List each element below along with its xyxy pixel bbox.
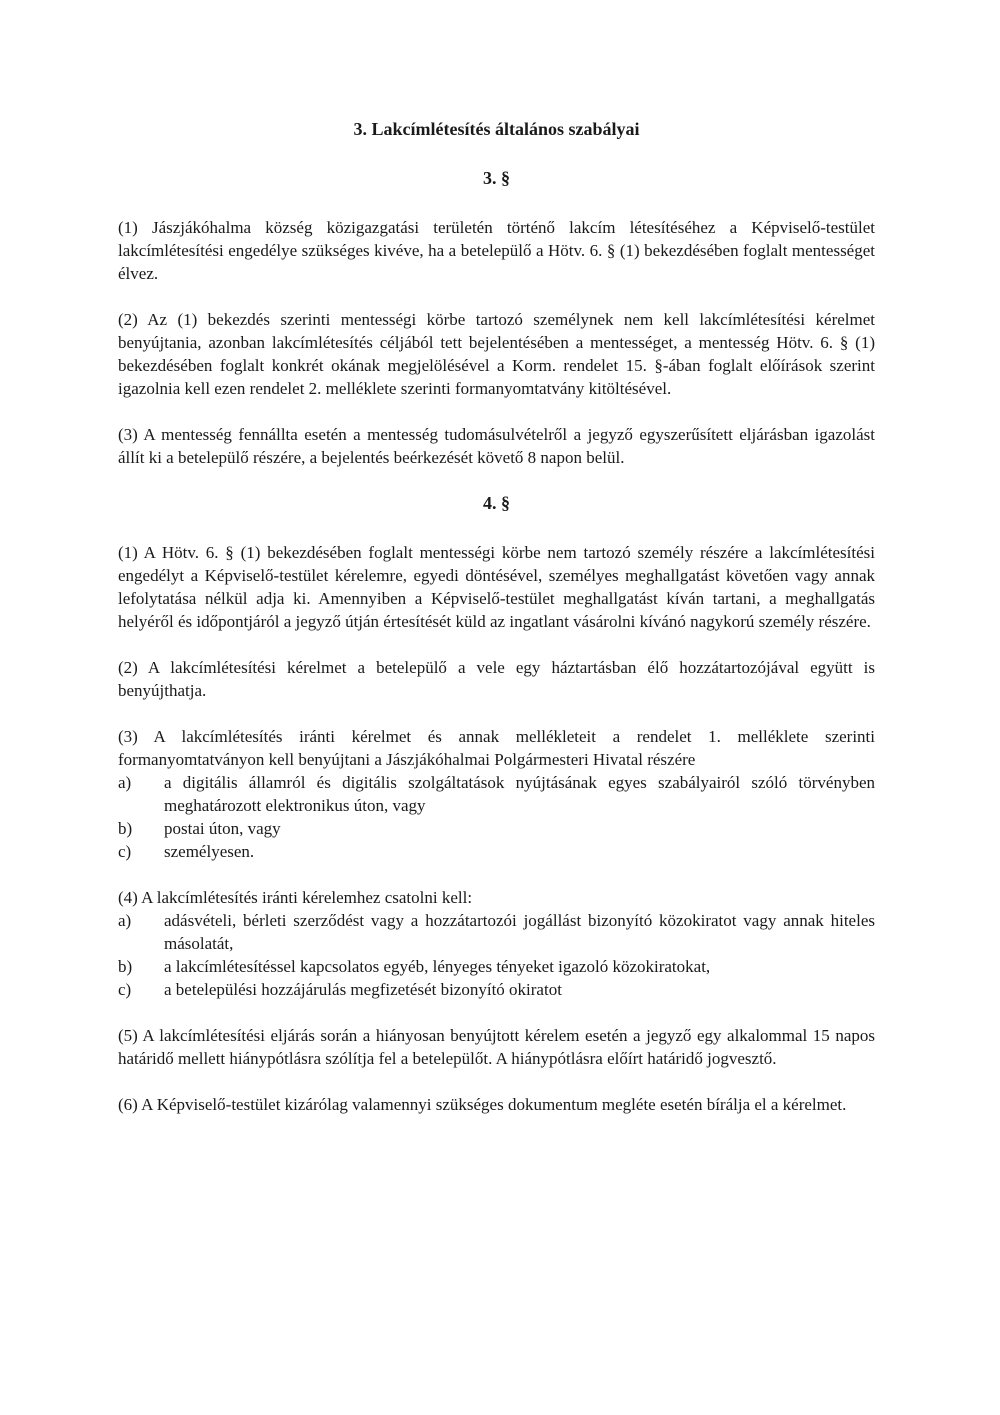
list-4-4 [118,909,875,1001]
list-text: a lakcímlétesítéssel kapcsolatos egyéb, lényeges tényeket igazoló közokiratokat, [164,957,711,976]
paragraph-4-2: (2) A lakcímlétesítési kérelmet a betelepülő a vele egy háztartásban élő hozzátartozójával együtt is benyújthatja. [118,658,875,700]
list-marker: a) [118,911,132,930]
list-text: a digitális államról és digitális szolgáltatások nyújtásának egyes szabályairól szóló törvényben meghatározott elektronikus úton, vagy [164,773,875,815]
list-item [118,909,875,955]
paragraph-3-3: (3) A mentesség fennállta esetén a mentesség tudomásulvételről a jegyző egyszerűsített eljárásban igazolást állít ki a betelepülő részére, a bejelentés beérkezését követő 8 napon belül. [118,425,875,467]
paragraph-3-2: (2) Az (1) bekezdés szerinti mentességi körbe tartozó személynek nem kell lakcímlétesítési kérelmet benyújtania, azonban lakcímlétesítés céljából tett bejelentésében a mentességet, a mentesség Hötv. 6. § (1) bekezdésében foglalt konkrét okának megjelölésével a Korm. rendelet 15. §-ában foglalt előírások szerint igazolnia kell ezen rendelet 2. melléklete szerinti formanyomtatvány kitöltésével. [118,310,875,398]
section-heading-4: 4. § [483,493,510,513]
list-marker: c) [118,842,132,861]
list-marker: b) [118,819,133,838]
list-marker: c) [118,980,132,999]
list-item [118,955,875,978]
document-page [118,118,875,1139]
paragraph-3-1: (1) Jászjákóhalma község közigazgatási területén történő lakcím létesítéséhez a Képviselő-testület lakcímlétesítési engedélye szükséges kivéve, ha a betelepülő a Hötv. 6. § (1) bekezdésében foglalt mentességet élvez. [118,218,875,283]
list-marker: b) [118,957,133,976]
list-text: személyesen. [164,842,255,861]
list-text: a betelepülési hozzájárulás megfizetését bizonyító okiratot [164,980,562,999]
list-item [118,978,875,1001]
document-title: 3. Lakcímlétesítés általános szabályai [353,119,640,139]
list-text: postai úton, vagy [164,819,281,838]
list-text: adásvételi, bérleti szerződést vagy a hozzátartozói jogállást bizonyító közokiratot vagy annak hiteles másolatát, [164,911,875,953]
list-item [118,817,875,840]
paragraph-4-1: (1) A Hötv. 6. § (1) bekezdésében foglalt mentességi körbe nem tartozó személy részére a lakcímlétesítési engedélyt a Képviselő-testület kérelemre, egyedi döntésével, személyes meghallgatást követően vagy annak lefolytatása nélkül adja ki. Amennyiben a Képviselő-testület meghallgatást kíván tartani, a meghallgatás helyéről és időpontjáról a jegyző útján értesítését küld az ingatlant vásárolni kívánó nagykorú személy részére. [118,543,875,631]
list-item [118,840,875,863]
section-heading-3: 3. § [483,168,510,188]
paragraph-4-3-intro: (3) A lakcímlétesítés iránti kérelmet és annak mellékleteit a rendelet 1. melléklete szerinti formanyomtatványon kell benyújtani a Jászjákóhalmai Polgármesteri Hivatal részére [118,727,875,769]
paragraph-4-6: (6) A Képviselő-testület kizárólag valamennyi szükséges dokumentum megléte esetén bírálja el a kérelmet. [118,1095,847,1114]
list-item [118,771,875,817]
list-4-3 [118,771,875,863]
list-marker: a) [118,773,132,792]
paragraph-4-4-intro: (4) A lakcímlétesítés iránti kérelemhez csatolni kell: [118,888,473,907]
paragraph-4-5: (5) A lakcímlétesítési eljárás során a hiányosan benyújtott kérelem esetén a jegyző egy alkalommal 15 napos határidő mellett hiánypótlásra szólítja fel a betelepülőt. A hiánypótlásra előírt határidő jogvesztő. [118,1026,875,1068]
